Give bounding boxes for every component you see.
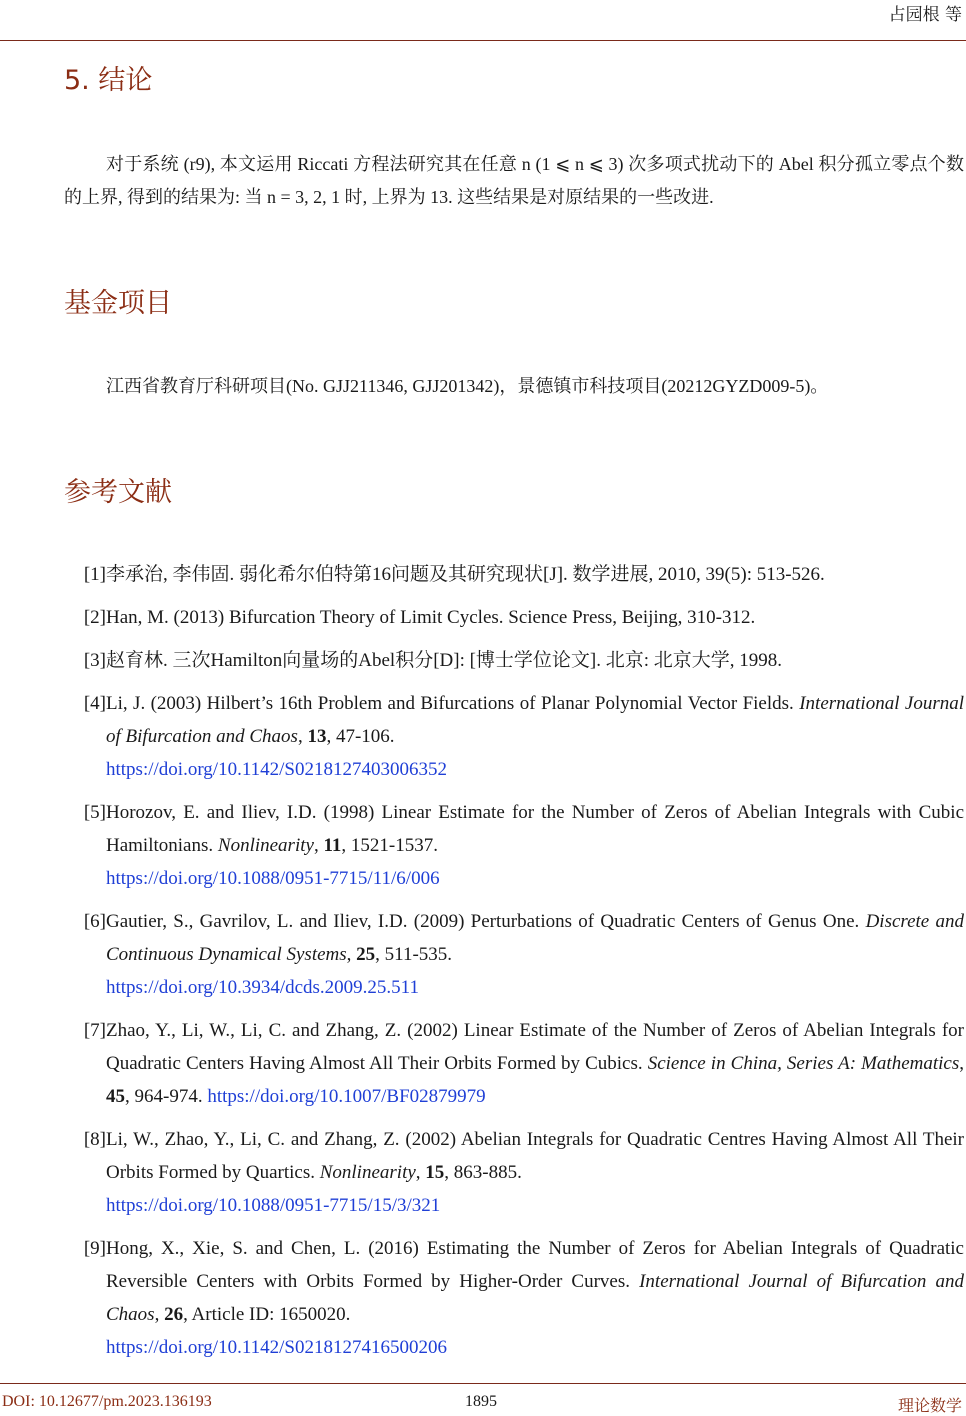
reference-number: [1]: [83, 564, 106, 585]
reference-text: Han, M. (2013) Bifurcation Theory of Limit Cycles. Science Press, Beijing, 310-312.: [106, 607, 756, 628]
reference-doi-link[interactable]: https://doi.org/10.1142/S0218127416500206: [106, 1337, 447, 1358]
funding-paragraph: 江西省教育厅科研项目(No. GJJ211346, GJJ201342)，景德镇市科技项目(20212GYZD009-5)。: [106, 376, 829, 396]
reference-volume: 15: [425, 1162, 445, 1183]
reference-doi-link[interactable]: https://doi.org/10.1007/BF02879979: [207, 1086, 486, 1107]
conclusion-paragraph: 对于系统 (r9), 本文运用 Riccati 方程法研究其在任意 n (1 ⩽ n ⩽ 3) 次多项式扰动下的 Abel 积分孤立零点个数的上界, 得到的结果为: 当 n = 3, 2, 1 时, 上界为 13. 这些结果是对原结果的一些改进.: [64, 154, 964, 207]
reference-number: [3]: [83, 650, 106, 671]
reference-item: [64, 644, 964, 677]
reference-number: [7]: [83, 1020, 106, 1041]
reference-text: 李承治, 李伟固. 弱化希尔伯特第16问题及其研究现状[J]. 数学进展, 2010, 39(5): 513-526.: [106, 564, 825, 585]
reference-pages: , 1521-1537.: [341, 835, 438, 856]
reference-journal: Nonlinearity: [217, 835, 314, 856]
reference-journal: Nonlinearity: [319, 1162, 416, 1183]
reference-item: [64, 1232, 964, 1364]
reference-number: [4]: [83, 693, 106, 714]
page-number: 1895: [465, 1393, 497, 1410]
footer-journal-name: 理论数学: [897, 1396, 962, 1415]
footer-doi[interactable]: DOI: 10.12677/pm.2023.136193: [2, 1393, 212, 1410]
reference-item: [64, 796, 964, 895]
reference-authors-title: Horozov, E. and Iliev, I.D. (1998) Linear Estimate for the Number of Zeros of Abelian Integrals with Cubic Hamiltonians.: [106, 802, 964, 856]
reference-journal: International Journal of Bifurcation and Chaos: [106, 1271, 964, 1325]
reference-authors-title: Hong, X., Xie, S. and Chen, L. (2016) Estimating the Number of Zeros for Abelian Integrals of Quadratic Reversible Centers with Orbits Formed by Higher-Order Curves.: [106, 1238, 964, 1292]
reference-journal: Science in China, Series A: Mathematics: [647, 1053, 960, 1074]
reference-journal: Discrete and Continuous Dynamical Systems: [106, 911, 965, 965]
running-header-author: 占园根 等: [888, 5, 962, 25]
reference-volume: 11: [323, 835, 342, 856]
reference-journal: International Journal of Bifurcation and Chaos: [106, 693, 965, 747]
reference-item: [64, 1123, 964, 1222]
reference-text: Li, W., Zhao, Y., Li, C. and Zhang, Z. (2002) Abelian Integrals for Quadratic Centres Having Almost All Their Orbits Formed by Quartics. Nonlinearity, 15, 863-885. https://doi.org/10.1088/0951-7715/15/3/321: [106, 1123, 964, 1222]
reference-list: [64, 558, 964, 1374]
reference-number: [2]: [83, 607, 106, 628]
reference-item: [64, 1014, 964, 1113]
reference-text: Gautier, S., Gavrilov, L. and Iliev, I.D. (2009) Perturbations of Quadratic Centers of Genus One. Discrete and Continuous Dynamical Systems, 25, 511-535. https://doi.org/10.3934/dcds.2009.25.511: [106, 905, 964, 1004]
reference-number: [6]: [83, 911, 106, 932]
reference-item: [64, 558, 964, 591]
reference-doi-link[interactable]: https://doi.org/10.1142/S0218127403006352: [106, 759, 447, 780]
reference-authors-title: Li, W., Zhao, Y., Li, C. and Zhang, Z. (2002) Abelian Integrals for Quadratic Centres Having Almost All Their Orbits Formed by Quartics.: [106, 1129, 964, 1183]
reference-volume: 26: [164, 1304, 184, 1325]
section-title-references: 参考文献: [64, 477, 172, 508]
reference-doi-link[interactable]: https://doi.org/10.3934/dcds.2009.25.511: [106, 977, 419, 998]
reference-authors-title: Li, J. (2003) Hilbert’s 16th Problem and Bifurcations of Planar Polynomial Vector Fields.: [106, 693, 794, 714]
reference-text: 赵育林. 三次Hamilton向量场的Abel积分[D]: [博士学位论文]. 北京: 北京大学, 1998.: [106, 650, 783, 671]
reference-item: [64, 905, 964, 1004]
reference-item: [64, 601, 964, 634]
header-divider: [0, 40, 966, 41]
reference-volume: 25: [356, 944, 376, 965]
reference-authors-title: Gautier, S., Gavrilov, L. and Iliev, I.D. (2009) Perturbations of Quadratic Centers of Genus One.: [106, 911, 860, 932]
reference-text: Li, J. (2003) Hilbert’s 16th Problem and Bifurcations of Planar Polynomial Vector Fields. International Journal of Bifurcation and Chaos, 13, 47-106. https://doi.org/10.1142/S0218127403006352: [106, 687, 964, 786]
reference-text: Hong, X., Xie, S. and Chen, L. (2016) Estimating the Number of Zeros for Abelian Integrals of Quadratic Reversible Centers with Orbits Formed by Higher-Order Curves. International Journal of Bifurcation and Chaos, 26, Article ID: 1650020. https://doi.org/10.1142/S0218127416500206: [106, 1232, 964, 1364]
footer-divider: [0, 1383, 966, 1384]
reference-item: [64, 687, 964, 786]
reference-pages: , 964-974.: [125, 1086, 203, 1107]
reference-text: Zhao, Y., Li, W., Li, C. and Zhang, Z. (2002) Linear Estimate of the Number of Zeros of Abelian Integrals for Quadratic Centers Having Almost All Their Orbits Formed by Cubics. Science in China, Series A: Mathematics, 45, 964-974. https://doi.org/10.1007/BF02879979: [106, 1020, 964, 1107]
reference-pages: , Article ID: 1650020.: [183, 1304, 351, 1325]
reference-pages: , 47-106.: [326, 726, 395, 747]
section-title-conclusion: 5. 结论: [64, 65, 153, 96]
reference-pages: , 511-535.: [375, 944, 453, 965]
reference-doi-link[interactable]: https://doi.org/10.1088/0951-7715/15/3/321: [106, 1195, 441, 1216]
reference-doi-link[interactable]: https://doi.org/10.1088/0951-7715/11/6/006: [106, 868, 440, 889]
reference-number: [8]: [83, 1129, 106, 1150]
section-title-funding: 基金项目: [64, 288, 172, 319]
reference-text: Horozov, E. and Iliev, I.D. (1998) Linear Estimate for the Number of Zeros of Abelian Integrals with Cubic Hamiltonians. Nonlinearity, 11, 1521-1537. https://doi.org/10.1088/0951-7715/11/6/006: [106, 796, 964, 895]
reference-volume: 13: [307, 726, 327, 747]
reference-pages: , 863-885.: [444, 1162, 522, 1183]
reference-number: [5]: [83, 802, 106, 823]
reference-number: [9]: [83, 1238, 106, 1259]
reference-volume: 45: [106, 1086, 125, 1107]
reference-authors-title: Zhao, Y., Li, W., Li, C. and Zhang, Z. (2002) Linear Estimate of the Number of Zeros of Abelian Integrals for Quadratic Centers Having Almost All Their Orbits Formed by Cubics.: [106, 1020, 964, 1074]
